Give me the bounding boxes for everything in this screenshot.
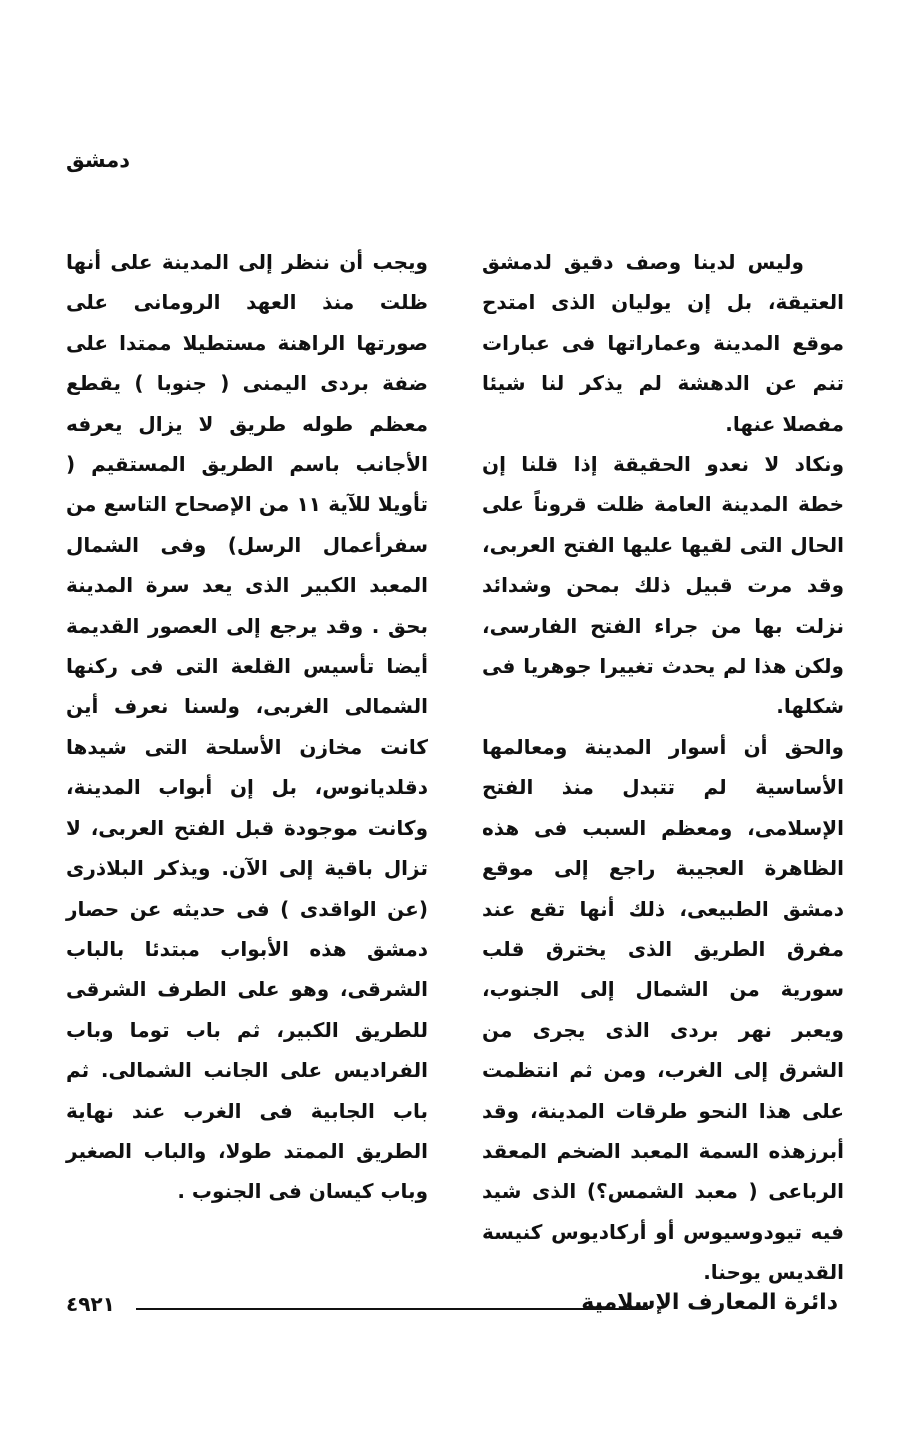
footer-journal-name: دائرة المعارف الإسلامية [581,1290,838,1315]
page-header-title: دمشق [66,148,131,172]
page-number: ٤٩٢١ [66,1292,115,1316]
paragraph: ونكاد لا نعدو الحقيقة إذا قلنا إن خطة المدينة العامة ظلت قروناً على الحال التى لقيها عليها الفتح العربى، وقد مرت قبيل ذلك بمحن وشدائد نزلت بها من جراء الفتح الفارسى، ولكن هذا لم يحدث تغييرا جوهريا فى شكلها. [482,452,844,719]
paragraph: ويجب أن ننظر إلى المدينة على أنها ظلت منذ العهد الرومانى على صورتها الراهنة مستطيلا ممتدا على ضفة بردى اليمنى ( جنوبا ) يقطع معظم طوله طريق لا يزال يعرفه الأجانب باسم الطريق المستقيم ( تأويلا للآية ١١ من الإصحاح التاسع من سفرأعمال الرسل) وفى الشمال المعبد الكبير الذى يعد سرة المدينة بحق . وقد يرجع إلى العصور القديمة أيضا تأسيس القلعة التى فى ركنها الشمالى الغربى، ولسنا نعرف أين كانت مخازن الأسلحة التى شيدها دقلديانوس، بل إن أبواب المدينة، وكانت موجودة قبل الفتح العربى، لا تزال باقية إلى الآن. ويذكر البلاذرى (عن الواقدى ) فى حديثه عن حصار دمشق هذه الأبواب مبتدئا بالباب الشرقى، وهو على الطرف الشرقى للطريق الكبير، ثم باب توما وباب الفراديس على الجانب الشمالى. ثم باب الجابية فى الغرب عند نهاية الطريق الممتد طولا، والباب الصغير وباب كيسان فى الجنوب . [66,250,428,1204]
footer-divider [136,1308,648,1310]
paragraph: وليس لدينا وصف دقيق لدمشق العتيقة، بل إن يوليان الذى امتدح موقع المدينة وعماراتها فى عبارات تنم عن الدهشة لم يذكر لنا شيئا مفصلا عنها. [482,250,844,436]
page-footer [66,1288,838,1328]
right-text-column [482,242,844,1293]
paragraph: والحق أن أسوار المدينة ومعالمها الأساسية لم تتبدل منذ الفتح الإسلامى، ومعظم السبب فى هذه الظاهرة العجيبة راجع إلى موقع دمشق الطبيعى، ذلك أنها تقع عند مفرق الطريق الذى يخترق قلب سورية من الشمال إلى الجنوب، ويعبر نهر بردى الذى يجرى من الشرق إلى الغرب، ومن ثم انتظمت على هذا النحو طرقات المدينة، وقد أبرزهذه السمة المعبد الضخم المعقد الرباعى ( معبد الشمس؟) الذى شيد فيه تيودوسيوس أو أركاديوس كنيسة القديس يوحنا. [482,734,844,1285]
left-text-column [66,242,428,1212]
